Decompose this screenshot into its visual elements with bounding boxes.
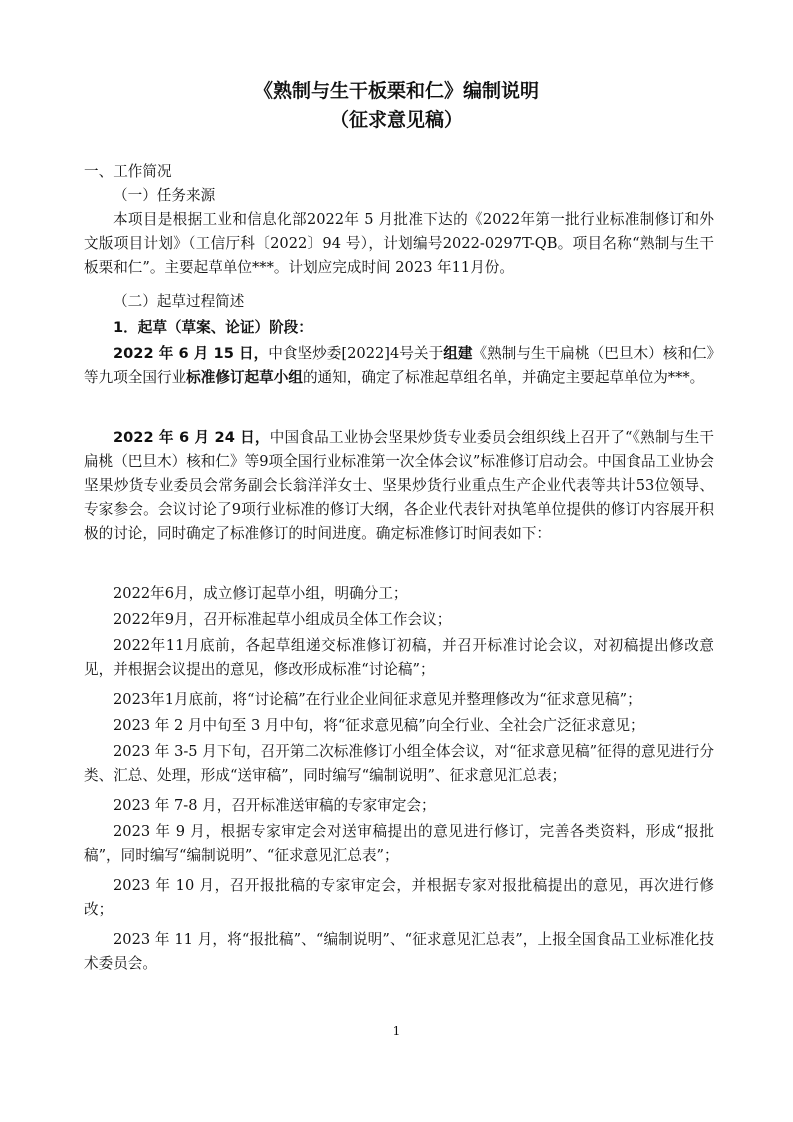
schedule-item: 2022年9月，召开标准起草小组成员全体工作会议； [113, 611, 452, 628]
p1-bold-b: 标准修订起草小组 [186, 369, 303, 386]
subsection-heading-task-source: （一）任务来源 [113, 187, 216, 204]
section-heading-work-overview: 一、工作简况 [84, 163, 172, 180]
schedule-item: 2023年1月底前，将“讨论稿”在行业企业间征求意见并整理修改为“征求意见稿”； [113, 691, 642, 708]
schedule-item: 2023 年 7-8 月，召开标准送审稿的专家审定会； [113, 797, 436, 814]
page-number: 1 [392, 1024, 401, 1038]
p1-text-b: 《熟制与生干扁桃（巴旦木）核和仁》等九项全国行业 [84, 345, 714, 386]
paragraph-kickoff-meeting [84, 426, 714, 546]
schedule-item: 2023 年 2 月中旬至 3 月中旬，将“征求意见稿”向全行业、全社会广泛征求意见； [113, 717, 645, 734]
schedule-item: 2022年6月，成立修订起草小组，明确分工； [113, 585, 408, 602]
schedule-item: 2023 年 3-5 月下旬，召开第二次标准修订小组全体会议，对“征求意见稿”征得的意见进行分类、汇总、处理，形成“送审稿”，同时编写“编制说明”、征求意见汇总表； [84, 743, 714, 784]
p1-bold-a: 组建 [443, 345, 473, 362]
document-subtitle: （征求意见稿） [329, 109, 463, 131]
schedule-item: 2023 年 9 月，根据专家审定会对送审稿提出的意见进行修订，完善各类资料，形成“报批稿”，同时编写“编制说明”、“征求意见汇总表”； [84, 823, 714, 864]
stage-heading-text: 1．起草（草案、论证）阶段： [113, 319, 313, 336]
date-2022-06-15: 2022 年 6 月 15 日， [113, 345, 269, 362]
date-2022-06-24: 2022 年 6 月 24 日， [113, 429, 270, 446]
schedule-item: 2022年11月底前，各起草组递交标准修订初稿，并召开标准讨论会议，对初稿提出修改意见，并根据会议提出的意见，修改形成标准“讨论稿”； [84, 637, 714, 678]
task-source-paragraph: 本项目是根据工业和信息化部2022年 5 月批准下达的《2022年第一批行业标准制修订和外文版项目计划》（工信厅科〔2022〕94 号），计划编号2022-0297T-QB。项目名称“熟制与生干板栗和仁”。主要起草单位***。计划应完成时间 2023 年11月份。 [84, 211, 714, 276]
paragraph-group-formation [84, 342, 714, 390]
p2-text: 中国食品工业协会坚果炒货专业委员会组织线上召开了“《熟制与生干扁桃（巴旦木）核和仁》等9项全国行业标准第一次全体会议”标准修订启动会。中国食品工业协会坚果炒货专业委员会常务副会长翁洋洋女士、坚果炒货行业重点生产企业代表等共计53位领导、专家参会。会议讨论了9项行业标准的修订大纲，各企业代表针对执笔单位提供的修订内容展开积极的讨论，同时确定了标准修订的时间进度。确定标准修订时间表如下： [84, 429, 714, 542]
document-title: 《熟制与生干板栗和仁》编制说明 [253, 80, 539, 102]
subsection-heading-drafting-process: （二）起草过程简述 [113, 293, 245, 310]
schedule-item: 2023 年 11 月，将“报批稿”、“编制说明”、“征求意见汇总表”，上报全国食品工业标准化技术委员会。 [84, 931, 714, 972]
p1-text-c: 的通知，确定了标准起草组名单，并确定主要起草单位为***。 [302, 369, 705, 386]
schedule-item: 2023 年 10 月，召开报批稿的专家审定会，并根据专家对报批稿提出的意见，再次进行修改； [84, 877, 714, 918]
stage-heading-drafting [84, 316, 743, 340]
p1-text-a: 中食坚炒委[2022]4号关于 [268, 345, 444, 362]
